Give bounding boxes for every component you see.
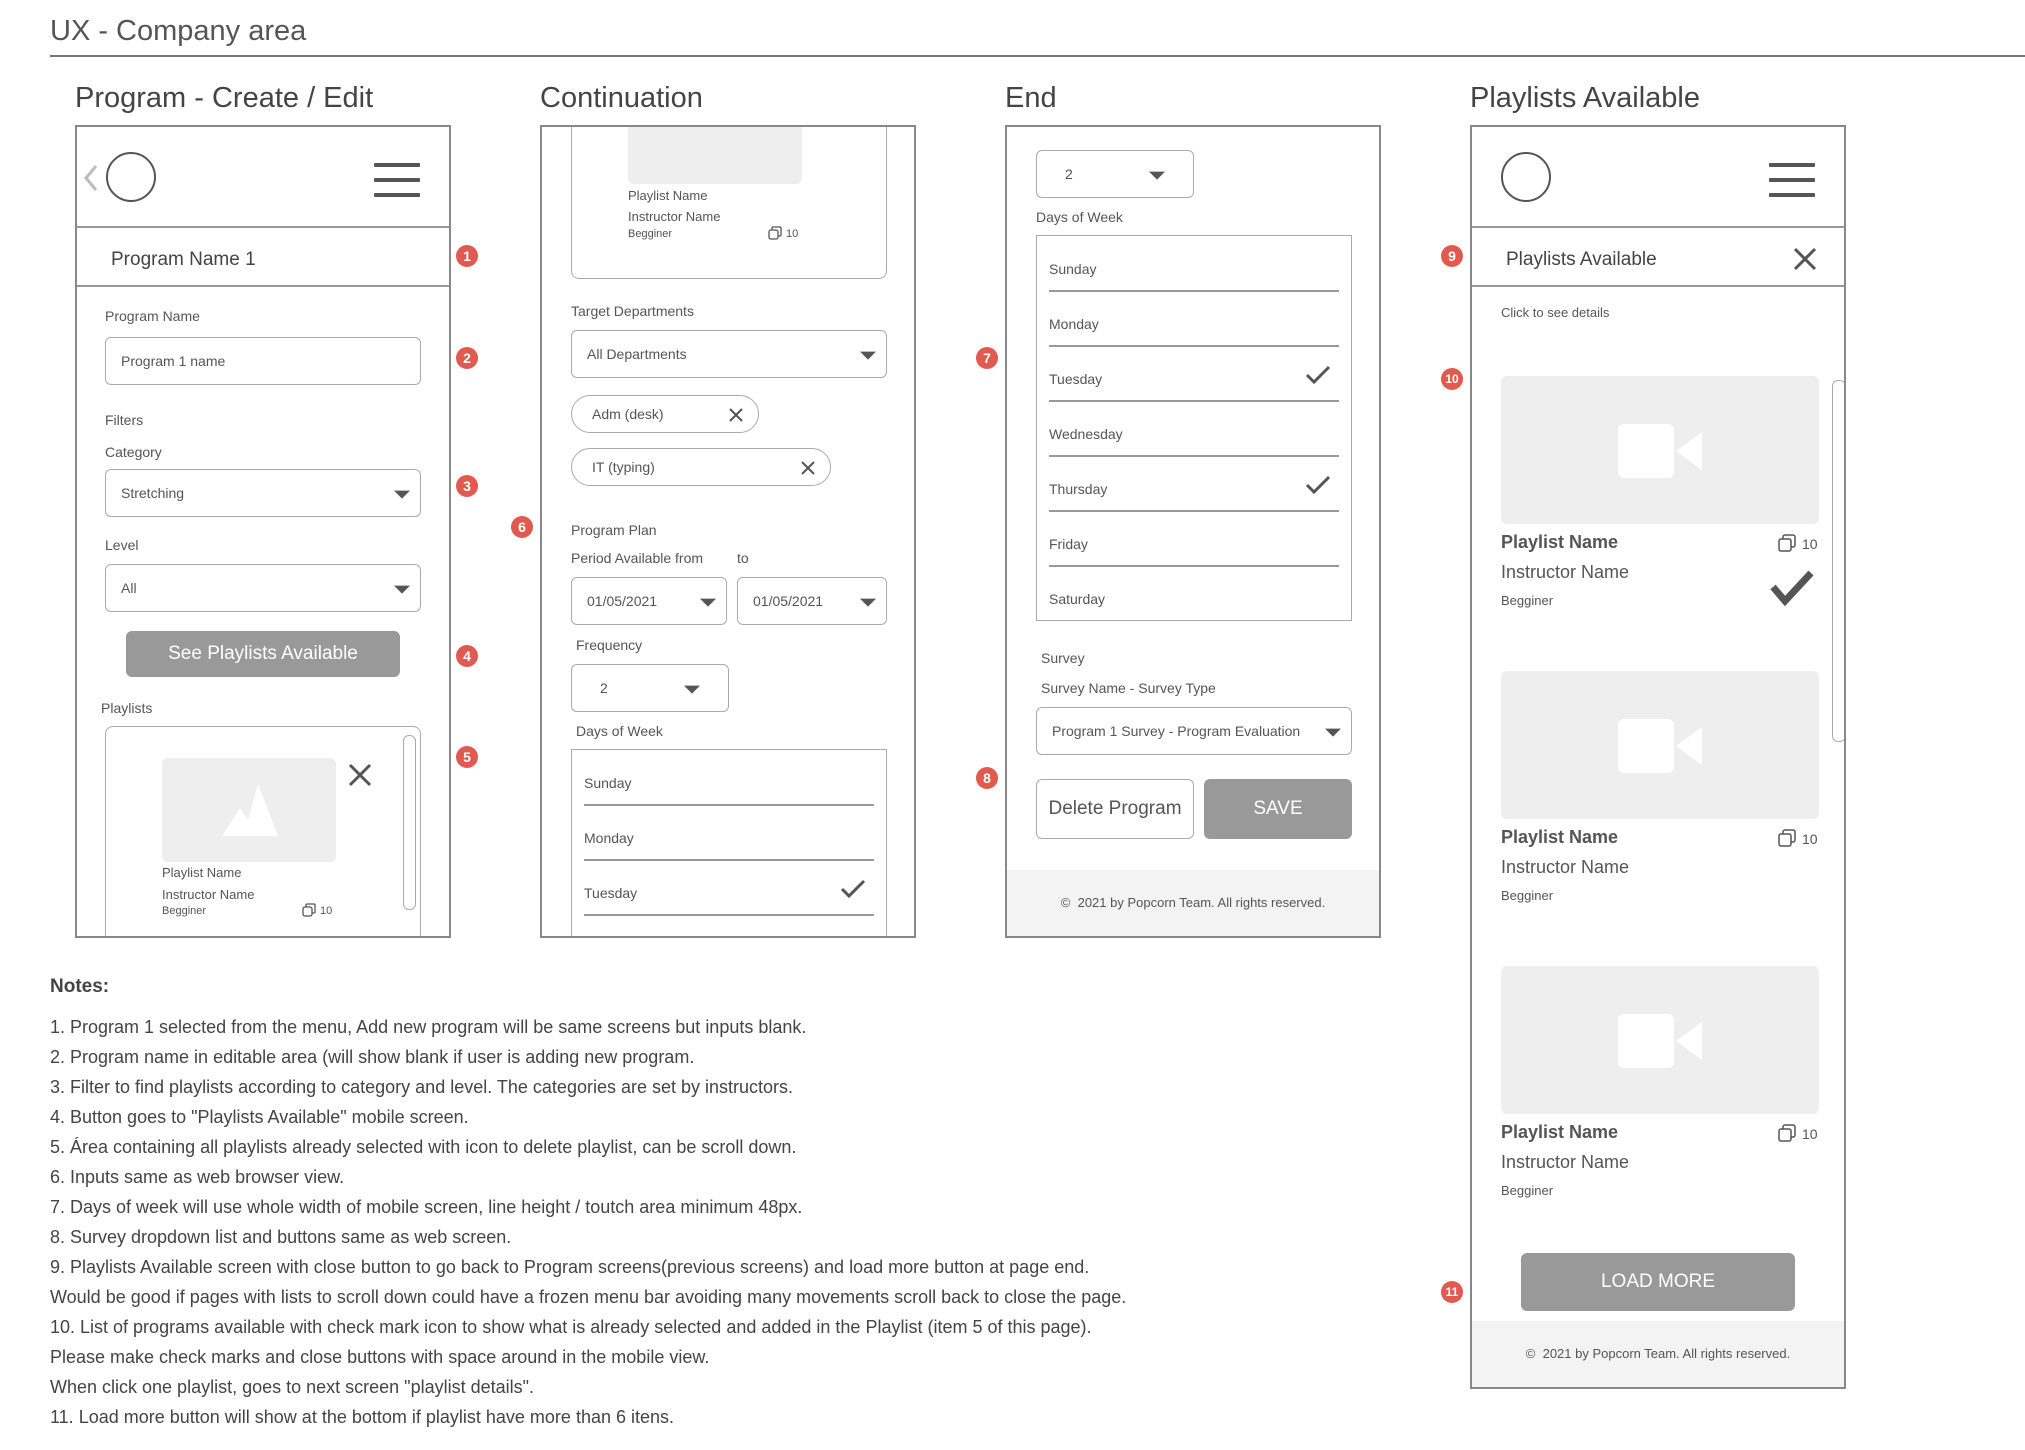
videos-count-icon <box>1778 1124 1796 1142</box>
program-header-title: Program Name 1 <box>111 249 256 270</box>
chevron-down-icon <box>684 686 700 694</box>
screen-end <box>1005 125 1381 938</box>
screen-playlists-available <box>1470 125 1846 1389</box>
notes-heading: Notes: <box>50 976 110 997</box>
date-to-value: 01/05/2021 <box>753 593 824 609</box>
chevron-down-icon <box>394 491 410 499</box>
note-line: 1. Program 1 selected from the menu, Add new program will be same screens but inputs blank. <box>50 1017 807 1037</box>
section-title-end: End <box>1005 82 1057 114</box>
instructor-name: Instructor Name <box>1501 857 1630 877</box>
days-of-week-list <box>1036 235 1352 621</box>
frequency-select[interactable] <box>571 664 729 712</box>
note-line: 5. Área containing all playlists already selected with icon to delete playlist, can be scroll down. <box>50 1137 797 1157</box>
annotation-badge-4: 4 <box>456 645 478 667</box>
annotation-badge-11: 11 <box>1441 1281 1463 1303</box>
department-chip[interactable] <box>571 395 759 433</box>
footer-text: 2021 by Popcorn Team. All rights reserved. <box>1542 1346 1791 1361</box>
videos-count-icon <box>1778 534 1796 552</box>
video-camera-icon <box>1618 1014 1702 1068</box>
chevron-down-icon <box>1149 172 1165 180</box>
day-item[interactable]: Sunday <box>584 775 632 791</box>
frequency-value: 2 <box>1065 166 1073 182</box>
videos-count-icon <box>1778 829 1796 847</box>
annotation-badge-8: 8 <box>976 767 998 789</box>
day-item[interactable]: Thursday <box>1049 481 1108 497</box>
day-divider <box>1049 290 1339 292</box>
date-to-select[interactable] <box>737 577 887 625</box>
playlists-header-title: Playlists Available <box>1506 249 1657 270</box>
check-icon[interactable] <box>1305 474 1331 496</box>
date-from-select[interactable] <box>571 577 727 625</box>
videos-count-icon <box>768 226 782 240</box>
day-divider <box>584 804 874 806</box>
annotation-badge-10: 10 <box>1441 368 1463 390</box>
scrollbar[interactable] <box>403 735 416 910</box>
department-chip[interactable] <box>571 448 831 486</box>
footer <box>1007 870 1379 936</box>
day-item[interactable]: Tuesday <box>584 885 638 901</box>
program-name-label: Program Name <box>105 308 200 324</box>
playlist-thumbnail[interactable] <box>1501 671 1819 819</box>
page-title: UX - Company area <box>50 15 307 47</box>
note-line: When click one playlist, goes to next screen "playlist details". <box>50 1377 535 1397</box>
close-icon[interactable] <box>800 460 816 476</box>
note-line: 2. Program name in editable area (will show blank if user is adding new program. <box>50 1047 695 1067</box>
day-divider <box>584 859 874 861</box>
back-chevron-icon[interactable] <box>83 163 99 193</box>
title-divider <box>1472 285 1846 287</box>
annotation-badge-3: 3 <box>456 475 478 497</box>
save-button[interactable]: SAVE <box>1204 779 1352 839</box>
selected-playlists-area[interactable] <box>105 726 421 938</box>
playlist-name: Playlist Name <box>1501 827 1619 847</box>
frequency-value: 2 <box>600 680 608 696</box>
playlist-name: Playlist Name <box>162 865 242 880</box>
hamburger-menu-icon[interactable] <box>1769 163 1815 208</box>
survey-type-label: Survey Name - Survey Type <box>1041 680 1216 696</box>
check-icon[interactable] <box>1305 364 1331 386</box>
screen-program-create-edit <box>75 125 451 938</box>
playlist-level: Begginer <box>628 228 673 240</box>
survey-label: Survey <box>1041 650 1085 666</box>
note-line: Would be good if pages with lists to scroll down could have a frozen menu bar avoiding many movements scroll back to close the page. <box>50 1287 1127 1307</box>
note-line: 11. Load more button will show at the bottom if playlist have more than 6 itens. <box>50 1407 675 1427</box>
copyright-icon: © <box>1060 895 1071 910</box>
chevron-down-icon <box>860 352 876 360</box>
videos-count: 10 <box>320 905 333 917</box>
copyright-icon: © <box>1525 1346 1536 1361</box>
click-hint: Click to see details <box>1501 305 1610 320</box>
note-line: 6. Inputs same as web browser view. <box>50 1167 345 1187</box>
program-name-value: Program 1 name <box>121 353 226 369</box>
day-item[interactable]: Sunday <box>1049 261 1097 277</box>
hamburger-menu-icon[interactable] <box>374 163 420 208</box>
instructor-name: Instructor Name <box>1501 562 1630 582</box>
day-divider <box>1049 345 1339 347</box>
video-camera-icon <box>1618 719 1702 773</box>
section-title-playlists-available: Playlists Available <box>1470 82 1700 114</box>
day-divider <box>1049 565 1339 567</box>
screen-continuation <box>540 125 916 938</box>
close-icon[interactable] <box>347 762 373 788</box>
see-playlists-button[interactable]: See Playlists Available <box>126 631 400 677</box>
chevron-down-icon <box>700 599 716 607</box>
check-icon[interactable] <box>840 878 866 900</box>
category-label: Category <box>105 444 162 460</box>
chip-label: Adm (desk) <box>592 406 664 422</box>
playlist-thumbnail[interactable] <box>162 758 336 862</box>
playlist-thumbnail[interactable] <box>1501 966 1819 1114</box>
scrollbar[interactable] <box>1832 380 1846 742</box>
level-select[interactable] <box>105 564 421 612</box>
day-item[interactable]: Friday <box>1049 536 1088 552</box>
survey-select[interactable] <box>1036 707 1352 755</box>
videos-count-icon <box>302 903 316 917</box>
period-from-label: Period Available from <box>571 550 704 566</box>
days-of-week-label: Days of Week <box>1036 209 1123 225</box>
playlist-level: Begginer <box>1501 888 1554 903</box>
departments-select[interactable] <box>571 330 887 378</box>
instructor-name: Instructor Name <box>162 887 255 902</box>
image-placeholder-icon <box>222 784 278 836</box>
day-divider <box>1049 400 1339 402</box>
footer <box>1472 1321 1844 1387</box>
playlist-thumbnail[interactable] <box>628 125 802 184</box>
day-divider <box>1049 455 1339 457</box>
playlists-label: Playlists <box>101 700 153 716</box>
close-icon[interactable] <box>728 407 744 423</box>
day-item[interactable]: Wednesday <box>1049 426 1123 442</box>
playlist-level: Begginer <box>1501 593 1554 608</box>
note-line: 3. Filter to find playlists according to category and level. The categories are set by instructors. <box>50 1077 794 1097</box>
days-of-week-list <box>571 749 887 938</box>
videos-count: 10 <box>1802 831 1818 847</box>
playlist-name: Playlist Name <box>1501 532 1619 552</box>
playlist-name: Playlist Name <box>1501 1122 1619 1142</box>
day-item[interactable]: Tuesday <box>1049 371 1103 387</box>
level-value: All <box>121 580 137 596</box>
selected-playlist-card[interactable] <box>571 125 887 279</box>
instructor-name: Instructor Name <box>1501 1152 1630 1172</box>
chevron-down-icon <box>860 599 876 607</box>
instructor-name: Instructor Name <box>628 209 721 224</box>
check-icon[interactable] <box>1769 569 1815 607</box>
survey-value: Program 1 Survey - Program Evaluation <box>1052 723 1301 739</box>
playlist-level: Begginer <box>162 905 207 917</box>
frequency-select[interactable] <box>1036 150 1194 198</box>
annotation-badge-2: 2 <box>456 347 478 369</box>
chip-label: IT (typing) <box>592 459 655 475</box>
delete-program-button[interactable]: Delete Program <box>1036 779 1194 839</box>
annotation-badge-9: 9 <box>1441 245 1463 267</box>
videos-count: 10 <box>1802 536 1818 552</box>
day-item[interactable]: Monday <box>584 830 634 846</box>
days-of-week-label: Days of Week <box>576 723 663 739</box>
title-divider <box>77 285 451 287</box>
notes-section <box>50 972 1126 1432</box>
filters-label: Filters <box>105 412 144 428</box>
annotation-badge-1: 1 <box>456 245 478 267</box>
close-icon[interactable] <box>1792 246 1818 272</box>
period-to-label: to <box>737 550 749 566</box>
note-line: 7. Days of week will use whole width of mobile screen, line height / toutch area minimum 48px. <box>50 1197 803 1217</box>
frequency-label: Frequency <box>576 637 643 653</box>
day-item[interactable]: Monday <box>1049 316 1099 332</box>
video-camera-icon <box>1618 424 1702 478</box>
annotation-badge-7: 7 <box>976 347 998 369</box>
videos-count: 10 <box>1802 1126 1818 1142</box>
header-divider <box>1472 226 1846 228</box>
note-line: 4. Button goes to "Playlists Available" mobile screen. <box>50 1107 469 1127</box>
footer-text: 2021 by Popcorn Team. All rights reserved. <box>1077 895 1326 910</box>
annotation-badge-6: 6 <box>511 516 533 538</box>
target-departments-label: Target Departments <box>571 303 694 319</box>
avatar[interactable] <box>106 152 156 202</box>
playlist-name: Playlist Name <box>628 188 708 203</box>
category-select[interactable] <box>105 469 421 517</box>
date-from-value: 01/05/2021 <box>587 593 658 609</box>
note-line: 10. List of programs available with check mark icon to show what is already selected and added in the Playlist (item 5 of this page). <box>50 1317 1092 1337</box>
playlist-level: Begginer <box>1501 1183 1554 1198</box>
departments-value: All Departments <box>587 346 687 362</box>
level-label: Level <box>105 537 139 553</box>
load-more-button[interactable]: LOAD MORE <box>1521 1253 1795 1311</box>
header-divider <box>77 226 451 228</box>
section-title-create-edit: Program - Create / Edit <box>75 82 374 114</box>
videos-count: 10 <box>786 228 799 240</box>
day-divider <box>584 914 874 916</box>
page-divider <box>50 55 2025 57</box>
program-plan-label: Program Plan <box>571 522 657 538</box>
avatar[interactable] <box>1501 152 1551 202</box>
category-value: Stretching <box>121 485 185 501</box>
section-title-continuation: Continuation <box>540 82 703 114</box>
day-item[interactable]: Saturday <box>1049 591 1106 607</box>
note-line: 9. Playlists Available screen with close button to go back to Program screens(previous screens) and load more button at page end. <box>50 1257 1090 1277</box>
chevron-down-icon <box>394 586 410 594</box>
playlist-thumbnail[interactable] <box>1501 376 1819 524</box>
program-name-input[interactable] <box>105 337 421 385</box>
note-line: 8. Survey dropdown list and buttons same as web screen. <box>50 1227 512 1247</box>
note-line: Please make check marks and close buttons with space around in the mobile view. <box>50 1347 710 1367</box>
annotation-badge-5: 5 <box>456 746 478 768</box>
chevron-down-icon <box>1325 729 1341 737</box>
day-divider <box>1049 510 1339 512</box>
